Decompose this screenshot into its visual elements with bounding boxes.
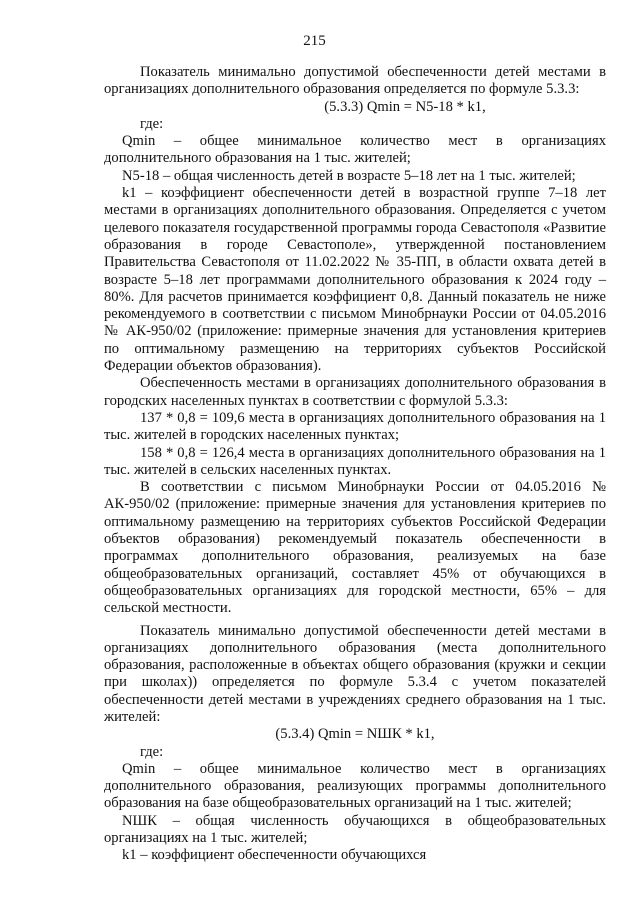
formula: (5.3.3) Qmin = N5-18 * k1, [324,98,486,115]
paragraph: Показатель минимально допустимой обеспеченности детей местами в организациях дополнительного образования (места дополнительного образования, расположенные в объектах общего образования (кружки и секции при школах)) определяется по формуле 5.3.4 с учетом показателей обеспеченности детей местами в учреждениях среднего образования на 1 тыс. жителей: [104,622,606,725]
paragraph: N5-18 – общая численность детей в возрасте 5–18 лет на 1 тыс. жителей; [122,167,576,184]
paragraph: 158 * 0,8 = 126,4 места в организациях дополнительного образования на 1 тыс. жителей в сельских населенных пунктах. [104,444,606,478]
paragraph: NШК – общая численность обучающихся в общеобразовательных организациях на 1 тыс. жителей; [104,812,606,847]
paragraph: Показатель минимально допустимой обеспеченности детей местами в организациях дополнительного образования определяется по формуле 5.3.3: [104,64,606,98]
paragraph: Qmin – общее минимальное количество мест в организациях дополнительного образования на 1 тыс. жителей; [104,133,606,167]
page-number: 215 [303,33,326,49]
paragraph: Qmin – общее минимальное количество мест в организациях дополнительного образования, реализующих программы дополнительного образования на базе общеобразовательных организаций на 1 тыс. жителей; [104,760,606,812]
where-label: где: [140,743,164,760]
paragraph: Обеспеченность местами в организациях дополнительного образования в городских населенных пунктах в соответствии с формулой 5.3.3: [104,375,606,409]
where-label: где: [140,115,164,132]
paragraph: k1 – коэффициент обеспеченности детей в возрастной группе 7–18 лет местами в организациях дополнительного образования. Определяется с учетом целевого показателя государственной программы города Севастополя «Развитие образования в городе Севастополе», утвержденной постановлением Правительства Севастополя от 11.02.2022 № 35-ПП, в области охвата детей в возрасте 5–18 лет программами дополнительного образования к 2024 году – 80%. Для расчетов принимается коэффициент 0,8. Данный показатель не ниже рекомендуемого в соответствии с письмом Минобрнауки России от 04.05.2016 № АК-950/02 (приложение: примерные значения для установления критериев по оптимальному размещению на территориях субъектов Российской Федерации объектов образования). [104,185,606,375]
paragraph: В соответствии с письмом Минобрнауки России от 04.05.2016 № АК-950/02 (приложение: примерные значения для установления критериев по оптимальному размещению на территориях субъектов Российской Федерации объектов образования) рекомендуемый показатель обеспеченности в программах дополнительного образования, реализуемых на базе общеобразовательных организаций, составляет 45% от обучающихся в общеобразовательных организациях для городской местности, 65% – для сельской местности. [104,479,606,617]
paragraph: k1 – коэффициент обеспеченности обучающихся [122,847,427,864]
paragraph: 137 * 0,8 = 109,6 места в организациях дополнительного образования на 1 тыс. жителей в городских населенных пунктах; [104,409,606,444]
formula: (5.3.4) Qmin = NШК * k1, [275,726,435,743]
document-body [104,64,606,865]
